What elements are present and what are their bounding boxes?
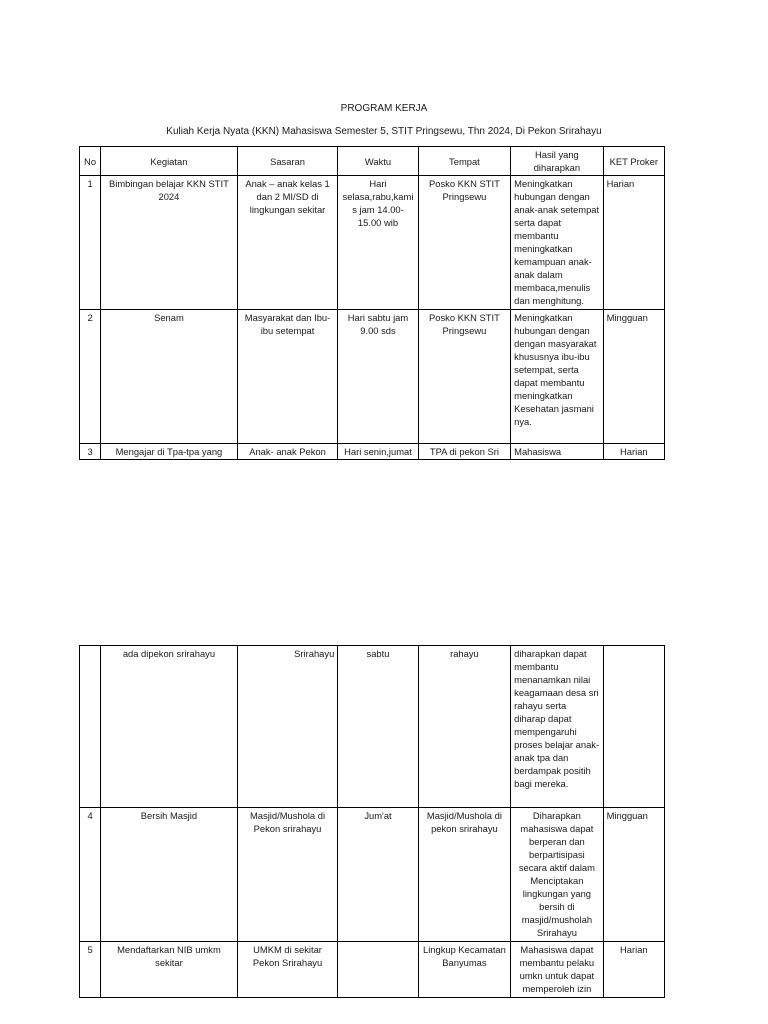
cell-tempat: Posko KKN STIT Pringsewu — [418, 176, 510, 310]
header-tempat: Tempat — [418, 147, 510, 176]
document-title: PROGRAM KERJA — [340, 103, 428, 114]
header-hasil: Hasil yang diharapkan — [511, 147, 603, 176]
cell-hasil: Diharapkan mahasiswa dapat berperan dan berpartisipasi secara aktif dalam Menciptakan lingkungan yang bersih di masjid/musholah Srirahayu — [511, 808, 603, 942]
cell-waktu: Jum'at — [338, 808, 418, 942]
table-row — [80, 176, 665, 310]
header-sasaran: Sasaran — [237, 147, 338, 176]
cell-ket: Mingguan — [603, 310, 664, 444]
table-row — [80, 444, 665, 460]
cell-kegiatan: Senam — [101, 310, 238, 444]
cell-sasaran: Anak – anak kelas 1 dan 2 MI/SD di lingkungan sekitar — [237, 176, 338, 310]
cell-hasil: diharapkan dapat membantu menanamkan nilai keagamaan desa sri rahayu serta diharap dapat mempengaruhi proses belajar anak-anak tpa dan berdampak positih bagi mereka. — [511, 646, 603, 808]
cell-tempat: TPA di pekon Sri — [418, 444, 510, 460]
table-row — [80, 808, 665, 942]
cell-hasil: Mahasiswa — [511, 444, 603, 460]
cell-no: 1 — [80, 176, 101, 310]
document-subtitle: Kuliah Kerja Nyata (KKN) Mahasiswa Semester 5, STIT Pringsewu, Thn 2024, Di Pekon Srirahayu — [166, 126, 602, 137]
cell-ket: Harian — [603, 942, 664, 998]
program-table-page-2 — [79, 645, 665, 998]
table-header-row — [80, 147, 665, 176]
cell-no — [80, 646, 101, 808]
cell-sasaran: Anak- anak Pekon — [237, 444, 338, 460]
header-ket: KET Proker — [603, 147, 664, 176]
cell-tempat: Masjid/Mushola di pekon srirahayu — [418, 808, 510, 942]
cell-sasaran: Masjid/Mushola di Pekon srirahayu — [237, 808, 338, 942]
cell-kegiatan: ada dipekon srirahayu — [101, 646, 238, 808]
program-table-page-1 — [79, 146, 665, 460]
cell-sasaran: UMKM di sekitar Pekon Srirahayu — [237, 942, 338, 998]
cell-tempat: rahayu — [418, 646, 510, 808]
cell-hasil: Meningkatkan hubungan dengan dengan masyarakat khususnya ibu-ibu setempat, serta dapat membantu meningkatkan Kesehatan jasmani nya. — [511, 310, 603, 444]
cell-no: 3 — [80, 444, 101, 460]
table-row — [80, 646, 665, 808]
cell-waktu: Hari sabtu jam 9.00 sds — [338, 310, 418, 444]
cell-tempat: Posko KKN STIT Pringsewu — [418, 310, 510, 444]
header-no: No — [80, 147, 101, 176]
cell-kegiatan: Bersih Masjid — [101, 808, 238, 942]
cell-kegiatan: Mengajar di Tpa-tpa yang — [101, 444, 238, 460]
cell-ket — [603, 646, 664, 808]
cell-waktu: Hari selasa,rabu,kamis jam 14.00-15.00 wib — [338, 176, 418, 310]
table-row — [80, 310, 665, 444]
cell-waktu: sabtu — [338, 646, 418, 808]
cell-ket: Harian — [603, 444, 664, 460]
header-waktu: Waktu — [338, 147, 418, 176]
header-kegiatan: Kegiatan — [101, 147, 238, 176]
cell-kegiatan: Mendaftarkan NIB umkm sekitar — [101, 942, 238, 998]
cell-waktu: Hari senin,jumat — [338, 444, 418, 460]
table-row — [80, 942, 665, 998]
cell-hasil: Mahasiswa dapat membantu pelaku umkn untuk dapat memperoleh izin — [511, 942, 603, 998]
cell-sasaran: Masyarakat dan Ibu-ibu setempat — [237, 310, 338, 444]
cell-no: 2 — [80, 310, 101, 444]
cell-tempat: Lingkup Kecamatan Banyumas — [418, 942, 510, 998]
cell-waktu — [338, 942, 418, 998]
cell-ket: Mingguan — [603, 808, 664, 942]
cell-hasil: Meningkatkan hubungan dengan anak-anak setempat serta dapat membantu meningkatkan kemampuan anak-anak dalam membaca,menulis dan menghitung. — [511, 176, 603, 310]
cell-sasaran: Srirahayu — [237, 646, 338, 808]
cell-ket: Harian — [603, 176, 664, 310]
cell-kegiatan: Bimbingan belajar KKN STIT 2024 — [101, 176, 238, 310]
cell-no: 4 — [80, 808, 101, 942]
cell-no: 5 — [80, 942, 101, 998]
